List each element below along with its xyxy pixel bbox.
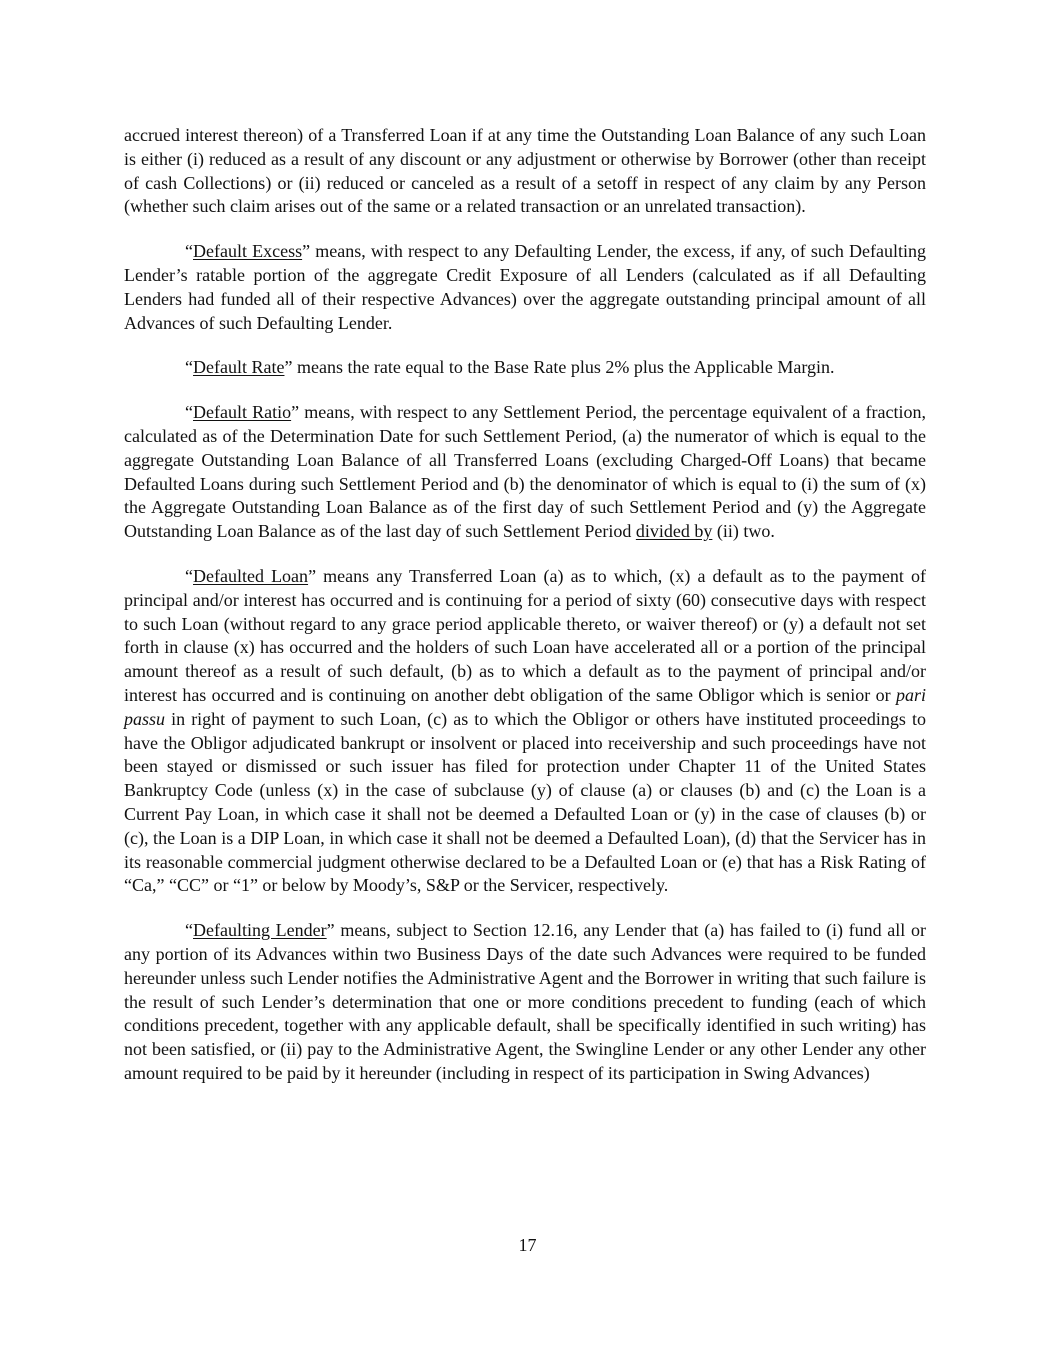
underlined-phrase: divided by <box>635 521 713 542</box>
definition-text-end: (ii) two. <box>712 521 775 542</box>
definition-default-rate <box>124 356 926 380</box>
paragraph-text: accrued interest thereon) of a Transferred Loan if at any time the Outstanding Loan Balance of any such Loan is either (i) reduced as a result of any discount or any adjustment or otherwise by Borrower (other than receipt of cash Collections) or (ii) reduced or canceled as a result of a setoff in respect of any claim by any Person (whether such claim arises out of the same or a related transaction or an unrelated transaction). <box>124 125 926 217</box>
definition-defaulted-loan <box>124 565 926 898</box>
defined-term: Default Excess <box>193 241 303 262</box>
open-quote: “ <box>185 402 193 423</box>
definition-default-ratio <box>124 401 926 544</box>
defined-term: Default Ratio <box>193 402 292 423</box>
definition-default-excess <box>124 240 926 335</box>
definition-text: ” means the rate equal to the Base Rate plus 2% plus the Applicable Margin. <box>284 357 835 378</box>
defined-term: Defaulted Loan <box>193 565 309 586</box>
definition-text: ” means any Transferred Loan (a) as to which, (x) a default as to the payment of principal and/or interest has occurred and is continuing for a period of sixty (60) consecutive days with respect to such Loan (without regard to any grace period applicable thereto, or waiver thereof) or (y) a default not set forth in clause (x) has occurred and the holders of such Loan have accelerated all or a portion of the principal amount thereof as a result of such default, (b) as to which a default as to the payment of principal and/or interest has occurred and is continuing on another debt obligation of the same Obligor which is senior or <box>124 565 927 705</box>
definition-text-end: in right of payment to such Loan, (c) as to which the Obligor or others have instituted proceedings to have the Obligor adjudicated bankrupt or insolvent or placed into receivership and such proceedings have not been stayed or dismissed or such issuer has filed for protection under Chapter 11 of the United States Bankruptcy Code (unless (x) in the case of subclause (y) of clause (a) or clauses (b) and (c) the Loan is a Current Pay Loan, in which case it shall not be deemed a Defaulted Loan or (y) in the case of clauses (b) or (c), the Loan is a DIP Loan, in which case it shall not be deemed a Defaulted Loan), (d) that the Servicer has in its reasonable commercial judgment otherwise declared to be a Defaulted Loan or (e) that has a Risk Rating of “Ca,” “CC” or “1” or below by Moody’s, S&P or the Servicer, respectively. <box>124 708 926 896</box>
page-number: 17 <box>518 1235 537 1255</box>
open-quote: “ <box>185 565 193 586</box>
definition-text: ” means, subject to Section 12.16, any Lender that (a) has failed to (i) fund all or any portion of its Advances within two Business Days of the date such Advances were required to be funded hereunder unless such Lender notifies the Administrative Agent and the Borrower in writing that such failure is the result of such Lender’s determination that one or more conditions precedent to funding (each of which conditions precedent, together with any applicable default, shall be specifically identified in such writing) has not been satisfied, or (ii) pay to the Administrative Agent, the Swingline Lender or any other Lender any other amount required to be paid by it hereunder (including in respect of its participation in Swing Advances) <box>124 920 926 1083</box>
italic-phrase: pari passu <box>124 684 926 729</box>
open-quote: “ <box>185 241 193 262</box>
open-quote: “ <box>185 357 193 378</box>
definition-defaulting-lender <box>124 919 926 1086</box>
paragraph-continuation <box>124 124 926 219</box>
defined-term: Default Rate <box>193 357 285 378</box>
definition-text: ” means, with respect to any Settlement Period, the percentage equivalent of a fraction, calculated as of the Determination Date for such Settlement Period, (a) the numerator of which is equal to the aggregate Outstanding Loan Balance of all Transferred Loans (excluding Charged-Off Loans) that became Defaulted Loans during such Settlement Period and (b) the denominator of which is equal to (i) the sum of (x) the Aggregate Outstanding Loan Balance as of the first day of such Settlement Period and (y) the Aggregate Outstanding Loan Balance as of the last day of such Settlement Period <box>124 402 926 542</box>
defined-term: Defaulting Lender <box>193 920 327 941</box>
open-quote: “ <box>185 920 193 941</box>
definition-text: ” means, with respect to any Defaulting Lender, the excess, if any, of such Defaulting Lender’s ratable portion of the aggregate Credit Exposure of all Lenders (calculated as if all Defaulting Lenders had funded all of their respective Advances) over the aggregate outstanding principal amount of all Advances of such Defaulting Lender. <box>124 241 926 333</box>
document-page <box>124 124 926 1107</box>
